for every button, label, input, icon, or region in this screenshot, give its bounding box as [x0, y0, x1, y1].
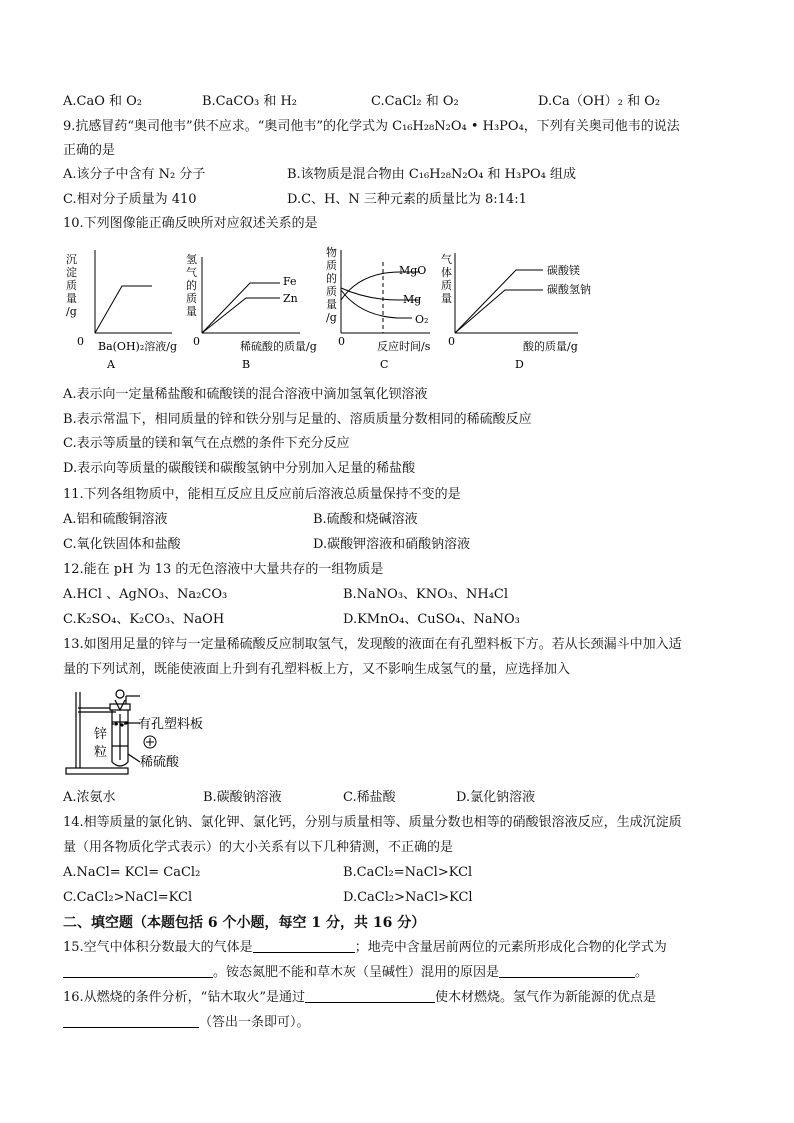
graph-c-ylabel-3: 的: [326, 272, 337, 285]
graph-d-letter: D: [515, 358, 524, 371]
graph-c-ylabel-5: 量: [326, 298, 337, 311]
graph-b-ylabel-1: 氢: [186, 253, 197, 266]
q10-option-d: D.表示向等质量的碳酸镁和碳酸氢钠中分别加入足量的稀盐酸: [63, 461, 416, 476]
graph-a-ylabel-3: 质: [66, 279, 77, 292]
q11-option-b: B.硫酸和烧碱溶液: [313, 512, 418, 527]
q9-stem-line2: 正确的是: [63, 143, 116, 158]
q12-option-d: D.KMnO₄、CuSO₄、NaNO₃: [343, 612, 520, 627]
graph-a-ylabel-1: 沉: [66, 253, 77, 266]
graph-b-series-zn: Zn: [283, 292, 298, 305]
graph-b-ylabel-5: 量: [186, 305, 197, 318]
q15-line2: [63, 965, 648, 981]
q14-option-b: B.CaCl₂=NaCl>KCl: [343, 865, 473, 880]
graph-b-letter: B: [242, 358, 251, 371]
graph-c-series-mg: Mg: [403, 293, 422, 306]
q13-zinc-label-2: 粒: [94, 745, 108, 760]
q11-option-c: C.氧化铁固体和盐酸: [63, 537, 181, 552]
q14-stem-line1: 14.相等质量的氯化钠、氯化钾、氯化钙，分别与质量相等、质量分数也相等的硝酸银溶液反应，生成沉淀质: [63, 815, 682, 830]
graph-c-ylabel-1: 物: [326, 246, 337, 259]
q13-stem-line2: 量的下列试剂，既能使液面上升到有孔塑料板上方，又不影响生成氢气的量，应选择加入: [63, 662, 571, 677]
graph-c-series-o2: O₂: [415, 313, 429, 326]
graph-c-ylabel-2: 质: [326, 259, 337, 272]
section-2-heading: 二、填空题（本题包括 6 个小题，每空 1 分，共 16 分）: [63, 915, 426, 931]
q12-option-b: B.NaNO₃、KNO₃、NH₄Cl: [343, 587, 509, 602]
q14-option-a: A.NaCl= KCl= CaCl₂: [63, 865, 201, 880]
q9-option-b: B.该物质是混合物由 C₁₆H₂₈N₂O₄ 和 H₃PO₄ 组成: [287, 167, 576, 182]
graph-b-series-fe: Fe: [283, 275, 297, 288]
q12-option-a: A.HCl 、AgNO₃、Na₂CO₃: [63, 587, 228, 602]
q10-graphs: [0, 236, 794, 376]
graph-c-letter: C: [380, 358, 389, 371]
graph-d-ylabel-4: 量: [441, 292, 452, 305]
q10-stem: 10.下列图像能正确反映所对应叙述关系的是: [63, 216, 318, 231]
q12-option-c: C.K₂SO₄、K₂CO₃、NaOH: [63, 612, 225, 627]
q8-option-d: D.Ca（OH）₂ 和 O₂: [538, 94, 661, 109]
graph-a: [95, 250, 172, 333]
q16-text-1: 16.从燃烧的条件分析，“钻木取火”是通过: [63, 990, 305, 1005]
q9-option-a: A.该分子中含有 N₂ 分子: [63, 167, 206, 182]
q10-option-c: C.表示等质量的镁和氧气在点燃的条件下充分反应: [63, 436, 350, 451]
graph-d-ylabel-3: 质: [441, 279, 452, 292]
q16-blank-1[interactable]: [305, 990, 435, 1003]
graph-a-xlabel: Ba(OH)₂溶液/g: [98, 340, 177, 353]
q15-blank-3[interactable]: [499, 965, 635, 978]
q15-blank-2[interactable]: [63, 965, 213, 978]
graph-b-ylabel-3: 的: [186, 279, 197, 292]
q15-text-3: 。铵态氮肥不能和草木灰（呈碱性）混用的原因是: [213, 965, 500, 980]
graph-a-ylabel-5: /g: [66, 305, 77, 318]
graph-c-series-mgo: MgO: [399, 264, 427, 277]
graph-d-series-nahco3: 碳酸氢钠: [547, 283, 591, 296]
q16-line2: [63, 1015, 310, 1031]
graph-d-xlabel: 酸的质量/g: [523, 340, 578, 353]
q15-text-4: 。: [635, 965, 649, 980]
q16-text-2: 使木材燃烧。氢气作为新能源的优点是: [434, 990, 656, 1005]
q15-text-2: ；地壳中含量居前两位的元素所形成化合物的化学式为: [354, 940, 667, 955]
graph-b-ylabel-4: 质: [186, 292, 197, 305]
q15-line1: [63, 940, 667, 956]
graph-c-ylabel-6: /g: [326, 311, 337, 324]
graph-c-xlabel: 反应时间/s: [377, 340, 431, 353]
graph-c-origin: 0: [338, 335, 345, 348]
q8-option-b: B.CaCO₃ 和 H₂: [202, 94, 298, 109]
graph-a-origin: 0: [77, 335, 84, 348]
q13-apparatus-figure: [60, 684, 240, 780]
q13-plate-label: 有孔塑料板: [138, 717, 204, 732]
graph-a-ylabel-4: 量: [66, 292, 77, 305]
q11-option-a: A.铝和硫酸铜溶液: [63, 512, 168, 527]
q9-option-c: C.相对分子质量为 410: [63, 192, 197, 207]
graph-b-origin: 0: [193, 335, 200, 348]
q16-text-3: （答出一条即可）。: [199, 1015, 310, 1030]
q11-stem: 11.下列各组物质中，能相互反应且反应前后溶液总质量保持不变的是: [63, 487, 461, 502]
graph-d-ylabel-2: 体: [441, 266, 452, 279]
q14-option-d: D.CaCl₂>NaCl>KCl: [343, 890, 473, 905]
q8-option-a: A.CaO 和 O₂: [63, 94, 143, 109]
q15-text-1: 15.空气中体积分数最大的气体是: [63, 940, 253, 955]
q16-blank-2[interactable]: [63, 1015, 199, 1028]
q13-zinc-label-1: 锌: [94, 727, 108, 742]
q14-stem-line2: 量（用各物质化学式表示）的大小关系有以下几种猜测，不正确的是: [63, 840, 454, 855]
graph-a-letter: A: [107, 358, 115, 371]
q11-option-d: D.碳酸钾溶液和硝酸钠溶液: [313, 537, 471, 552]
graph-a-ylabel-2: 淀: [66, 266, 77, 279]
graph-d-ylabel-1: 气: [441, 253, 452, 266]
q13-option-a: A.浓氨水: [63, 790, 116, 805]
q13-acid-label: 稀硫酸: [140, 755, 180, 770]
q13-option-d: D.氯化钠溶液: [456, 790, 536, 805]
q13-option-c: C.稀盐酸: [343, 790, 396, 805]
q15-blank-1[interactable]: [253, 940, 355, 953]
graph-d-series-mgco3: 碳酸镁: [547, 264, 580, 277]
graph-b-ylabel-2: 气: [186, 266, 197, 279]
q12-stem: 12.能在 pH 为 13 的无色溶液中大量共存的一组物质是: [63, 562, 384, 577]
q10-option-a: A.表示向一定量稀盐酸和硫酸镁的混合溶液中滴加氢氧化钡溶液: [63, 387, 428, 402]
graph-b-xlabel: 稀硫酸的质量/g: [240, 340, 317, 353]
q13-option-b: B.碳酸钠溶液: [203, 790, 282, 805]
q9-stem-line1: 9.抗感冒药“奥司他韦”供不应求。“奥司他韦”的化学式为 C₁₆H₂₈N₂O₄ • H₃PO₄，下列有关奥司他韦的说法: [63, 119, 680, 134]
q8-option-c: C.CaCl₂ 和 O₂: [371, 94, 459, 109]
q10-option-b: B.表示常温下，相同质量的锌和铁分别与足量的、溶质质量分数相同的稀硫酸反应: [63, 412, 532, 427]
q9-option-d: D.C、H、N 三种元素的质量比为 8:14:1: [287, 192, 527, 207]
graph-c-ylabel-4: 质: [326, 285, 337, 298]
q13-stem-line1: 13.如图用足量的锌与一定量稀硫酸反应制取氢气，发现酸的液面在有孔塑料板下方。若从长颈漏斗中加入适: [63, 637, 682, 652]
q14-option-c: C.CaCl₂>NaCl=KCl: [63, 890, 193, 905]
graph-d-origin: 0: [448, 335, 455, 348]
q16-line1: [63, 990, 656, 1006]
